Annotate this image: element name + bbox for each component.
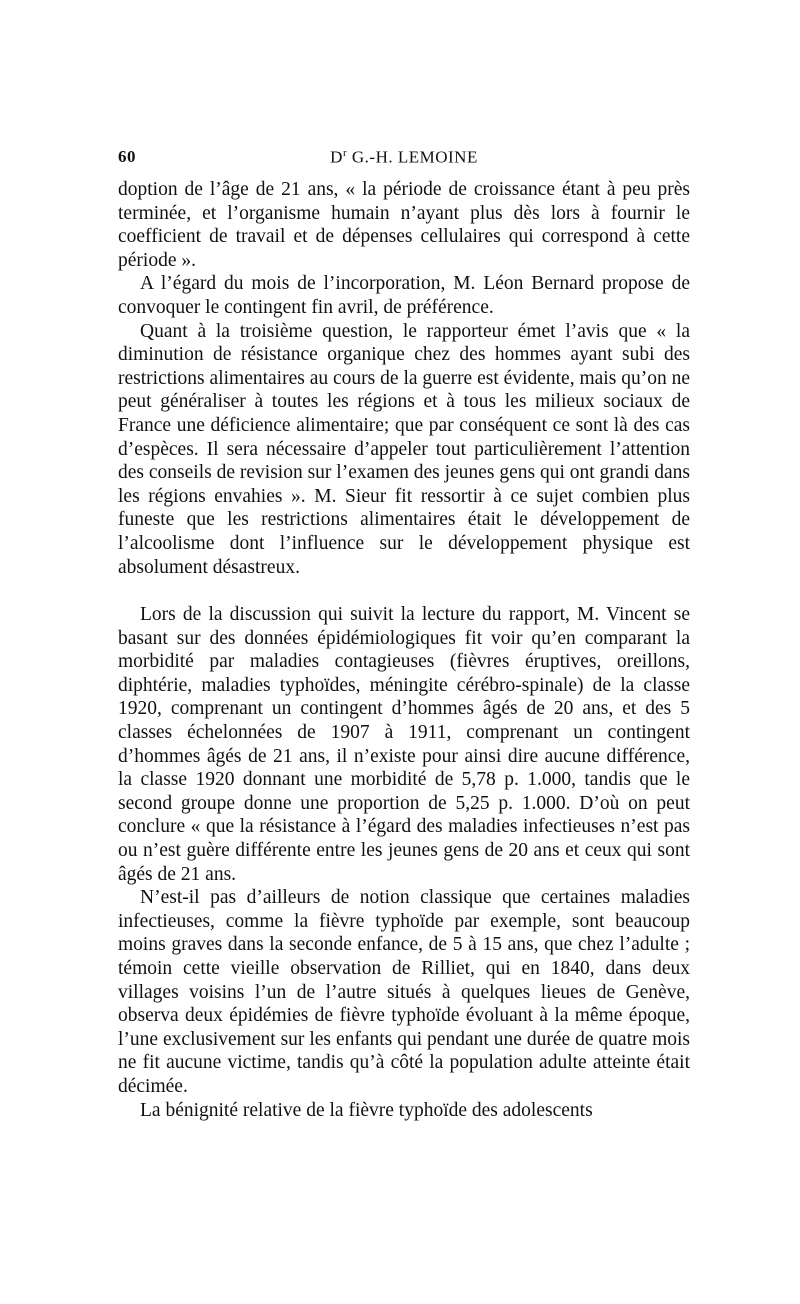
body-text (118, 178, 690, 1122)
running-head (118, 147, 690, 168)
page-number: 60 (118, 147, 136, 166)
author-prefix: D (330, 147, 343, 167)
paragraph: doption de l’âge de 21 ans, « la période de croissance étant à peu près terminée, et l’organisme humain n’ayant plus dès lors à fournir le coefficient de travail et de dépenses cellulaires qui correspond à cette période ». (118, 179, 690, 271)
paragraph: N’est-il pas d’ailleurs de notion classique que certaines maladies infectieuses, comme la fièvre typhoïde par exemple, sont beaucoup moins graves dans la seconde enfance, de 5 à 15 ans, que chez l’adulte ; témoin cette vieille observation de Rilliet, qui en 1840, dans deux villages voisins l’un de l’autre situés à quelques lieues de Genève, observa deux épidémies de fièvre typhoïde évoluant à la même époque, l’une exclusivement sur les enfants qui pendant une durée de quatre mois ne fit aucune victime, tandis qu’à côté la population adulte atteinte était décimée. (118, 887, 690, 1097)
author-name: G.-H. LEMOINE (351, 147, 478, 167)
paragraph: Lors de la discussion qui suivit la lecture du rapport, M. Vincent se basant sur des données épidémiologiques fit voir qu’en comparant la morbidité par maladies contagieuses (fièvres éruptives, oreillons, diphtérie, maladies typhoïdes, méningite cérébro-spinale) de la classe 1920, comprenant un contingent d’hommes âgés de 20 ans, et des 5 classes échelonnées de 1907 à 1911, comprenant un contingent d’hommes âgés de 21 ans, il n’existe pour ainsi dire aucune différence, la classe 1920 donnant une morbidité de 5,78 p. 1.000, tandis que le second groupe donne une proportion de 5,25 p. 1.000. D’où on peut conclure « que la résistance à l’égard des maladies infectieuses n’est pas ou n’est guère différente entre les jeunes gens de 20 ans et ceux qui sont âgés de 21 ans. (118, 604, 690, 885)
page-header (118, 147, 690, 171)
paragraph: Quant à la troisième question, le rapporteur émet l’avis que « la diminution de résistance organique chez des hommes ayant subi des restrictions alimentaires au cours de la guerre est évidente, mais qu’on ne peut généraliser à toutes les régions et à tous les milieux sociaux de France une déficience alimentaire; que par conséquent ce sont là des cas d’espèces. Il sera nécessaire d’appeler tout particulièrement l’attention des conseils de revision sur l’examen des jeunes gens qui ont grandi dans les régions envahies ». M. Sieur fit ressortir à ce sujet combien plus funeste que les restrictions alimentaires était le développement de l’alcoolisme dont l’influence sur le développement physique est absolument désastreux. (118, 320, 690, 578)
paragraph: La bénignité relative de la fièvre typhoïde des adolescents (140, 1099, 593, 1121)
author-prefix-sup: r (342, 147, 348, 159)
paragraph: A l’égard du mois de l’incorporation, M. Léon Bernard propose de convoquer le contingent fin avril, de préférence. (118, 273, 690, 318)
